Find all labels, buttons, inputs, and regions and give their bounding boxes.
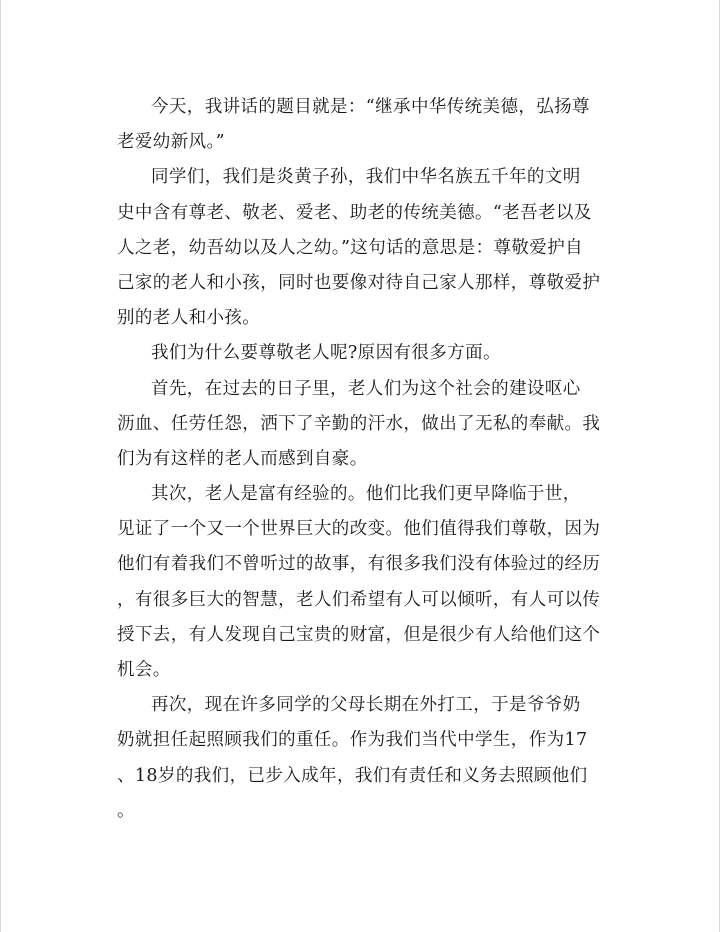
- paragraph-line: 。: [117, 800, 135, 821]
- paragraph-line: 今天，我讲话的题目就是：“继承中华传统美德，弘扬尊: [151, 97, 590, 117]
- paragraph-line: 机会。: [117, 660, 171, 680]
- paragraph-line: 我们为什么要尊敬老人呢?原因有很多方面。: [151, 343, 501, 364]
- paragraph-line: 老爱幼新风。”: [117, 132, 225, 153]
- paragraph-line: 奶就担任起照顾我们的重任。作为我们当代中学生，作为17: [117, 730, 588, 751]
- paragraph-line: 见证了一个又一个世界巨大的改变。他们值得我们尊敬，因为: [117, 519, 601, 540]
- paragraph-line: 别的老人和小孩。: [117, 308, 261, 329]
- paragraph-line: 己家的老人和小孩，同时也要像对待自己家人那样，尊敬爱护: [117, 272, 601, 293]
- document-body: [117, 90, 613, 829]
- paragraph-line: 同学们，我们是炎黄子孙，我们中华名族五千年的文明: [151, 167, 581, 188]
- paragraph-line: 再次，现在许多同学的父母长期在外打工，于是爷爷奶: [151, 695, 581, 716]
- paragraph-line: 授下去，有人发现自己宝贵的财富，但是很少有人给他们这个: [117, 624, 601, 645]
- paragraph-line: 人之老，幼吾幼以及人之幼。”这句话的意思是：尊敬爱护自: [117, 237, 583, 258]
- paragraph-line: 首先，在过去的日子里，老人们为这个社会的建设呕心: [151, 378, 581, 399]
- paragraph-line: 们为有这样的老人而感到自豪。: [117, 448, 368, 469]
- paragraph-line: ，有很多巨大的智慧，老人们希望有人可以倾听，有人可以传: [117, 589, 601, 610]
- paragraph-line: 其次，老人是富有经验的。他们比我们更早降临于世，: [151, 484, 581, 505]
- paragraph-line: 史中含有尊老、敬老、爱老、助老的传统美德。“老吾老以及: [117, 202, 592, 223]
- paragraph-line: 沥血、任劳任怨，洒下了辛勤的汗水，做出了无私的奉献。我: [117, 413, 601, 434]
- paragraph-line: 他们有着我们不曾听过的故事，有很多我们没有体验过的经历: [117, 554, 601, 575]
- paragraph-line: 、18岁的我们，已步入成年，我们有责任和义务去照顾他们: [117, 765, 588, 786]
